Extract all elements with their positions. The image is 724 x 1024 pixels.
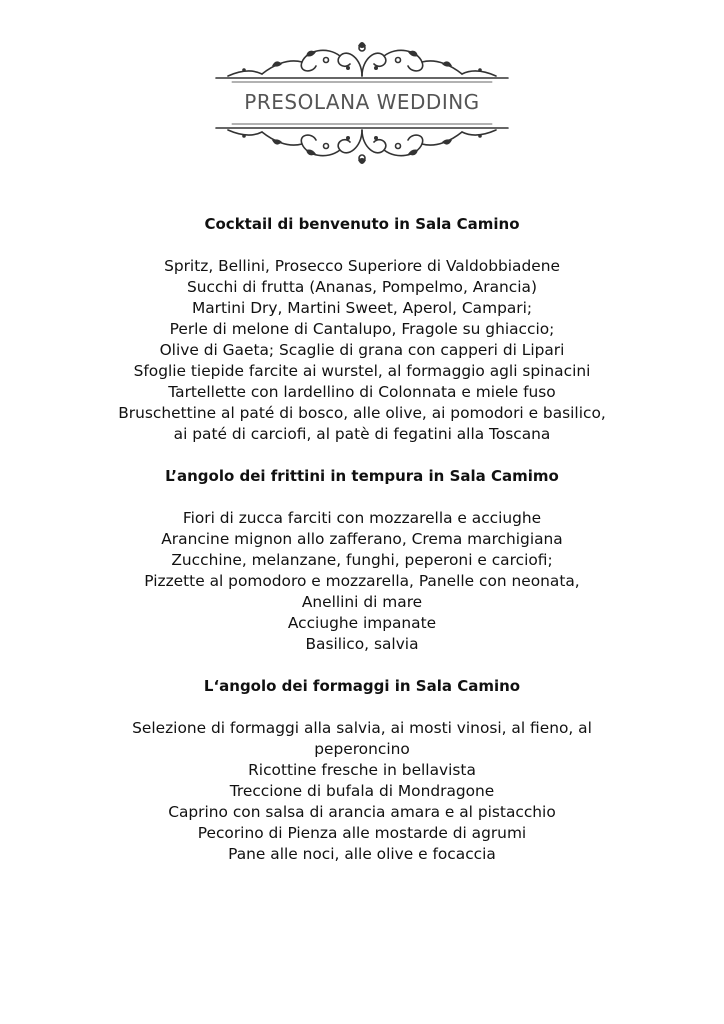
menu-item: Martini Dry, Martini Sweet, Aperol, Campari; bbox=[191, 299, 533, 317]
menu-item: Ricottine fresche in bellavista bbox=[248, 761, 476, 779]
menu-item: Caprino con salsa di arancia amara e al pistacchio bbox=[168, 803, 556, 821]
menu-item: Anellini di mare bbox=[301, 593, 423, 611]
menu-item: Perle di melone di Cantalupo, Fragole su ghiaccio; bbox=[169, 320, 555, 338]
menu-item: Pecorino di Pienza alle mostarde di agrumi bbox=[197, 824, 527, 842]
section-cocktail bbox=[80, 214, 644, 445]
menu-item: Pane alle noci, alle olive e focaccia bbox=[228, 845, 496, 863]
menu-item: Tartellette con lardellino di Colonnata e miele fuso bbox=[168, 383, 556, 401]
menu-item: Selezione di formaggi alla salvia, ai mosti vinosi, al fieno, al bbox=[132, 719, 592, 737]
menu-item: Olive di Gaeta; Scaglie di grana con capperi di Lipari bbox=[159, 341, 565, 359]
item-list bbox=[80, 718, 644, 865]
menu-item: Fiori di zucca farciti con mozzarella e acciughe bbox=[182, 509, 542, 527]
item-list bbox=[80, 508, 644, 655]
menu-item: peperoncino bbox=[314, 740, 410, 758]
section-formaggi bbox=[80, 676, 644, 865]
brand-title: PRESOLANA WEDDING bbox=[244, 90, 480, 114]
menu-item: Arancine mignon allo zafferano, Crema marchigiana bbox=[161, 530, 563, 548]
menu-item: Zucchine, melanzane, funghi, peperoni e carciofi; bbox=[171, 551, 553, 569]
flourish-ornament-top-icon bbox=[212, 38, 512, 90]
section-frittini bbox=[80, 466, 644, 655]
section-title: L’angolo dei frittini in tempura in Sala Camimo bbox=[165, 467, 559, 485]
menu-item: Sfoglie tiepide farcite ai wurstel, al formaggio agli spinacini bbox=[133, 362, 591, 380]
flourish-ornament-bottom-icon bbox=[212, 116, 512, 168]
menu-item: ai paté di carciofi, al patè di fegatini alla Toscana bbox=[173, 425, 551, 443]
item-list bbox=[80, 256, 644, 445]
header bbox=[0, 38, 724, 160]
section-title: L‘angolo dei formaggi in Sala Camino bbox=[203, 677, 521, 695]
section-title: Cocktail di benvenuto in Sala Camino bbox=[204, 215, 520, 233]
menu-item: Bruschettine al paté di bosco, alle olive, ai pomodori e basilico, bbox=[118, 404, 606, 422]
menu-item: Succhi di frutta (Ananas, Pompelmo, Arancia) bbox=[187, 278, 537, 296]
menu-item: Spritz, Bellini, Prosecco Superiore di Valdobbiadene bbox=[164, 257, 560, 275]
menu-item: Pizzette al pomodoro e mozzarella, Panelle con neonata, bbox=[144, 572, 580, 590]
menu-item: Treccione di bufala di Mondragone bbox=[229, 782, 495, 800]
menu bbox=[80, 214, 644, 886]
menu-item: Acciughe impanate bbox=[287, 614, 437, 632]
menu-item: Basilico, salvia bbox=[305, 635, 419, 653]
